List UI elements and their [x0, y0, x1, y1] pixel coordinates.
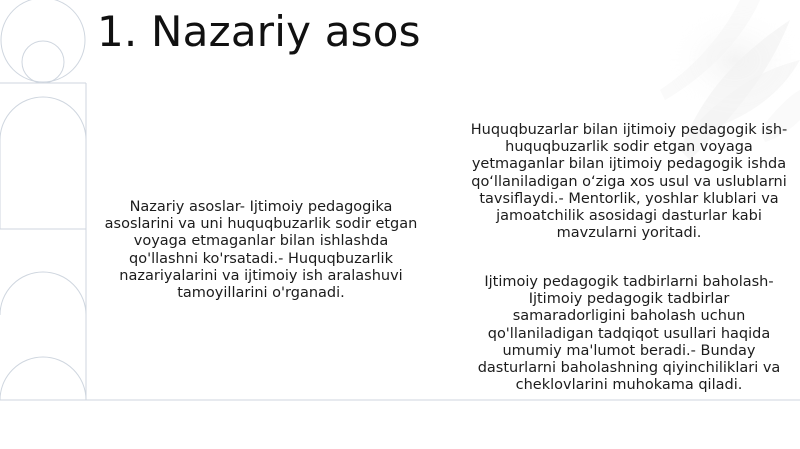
slide-title: 1. Nazariy asos	[97, 7, 421, 56]
evaluation-paragraph: Ijtimoiy pedagogik tadbirlarni baholash- Ijtimoiy pedagogik tadbirlar samaradorligini baholash uchun qo'llaniladigan tadqiqot usullari haqida umumiy ma'lumot beradi.- Bunday dasturlarni baholashning qiyinchiliklari va cheklovlarini muhokama qiladi.	[477, 274, 781, 394]
theory-basis-paragraph: Nazariy asoslar- Ijtimoiy pedagogika asoslarini va uni huquqbuzarlik sodir etgan voyaga etmaganlar bilan ishlashda qo'llashni ko'rsatadi.- Huquqbuzarlik nazariyalarini va ijtimoiy ish aralashuvi tamoyillarini o'rganadi.	[104, 199, 418, 302]
offender-work-paragraph: Huquqbuzarlar bilan ijtimoiy pedagogik ish- huquqbuzarlik sodir etgan voyaga yetmaganlar bilan ijtimoiy pedagogik ishda qo‘llaniladigan o‘ziga xos usul va uslublarni tavsiflaydi.- Mentorlik, yoshlar klublari va jamoatchilik asosidagi dasturlar kabi mavzularni yoritadi.	[470, 122, 788, 242]
